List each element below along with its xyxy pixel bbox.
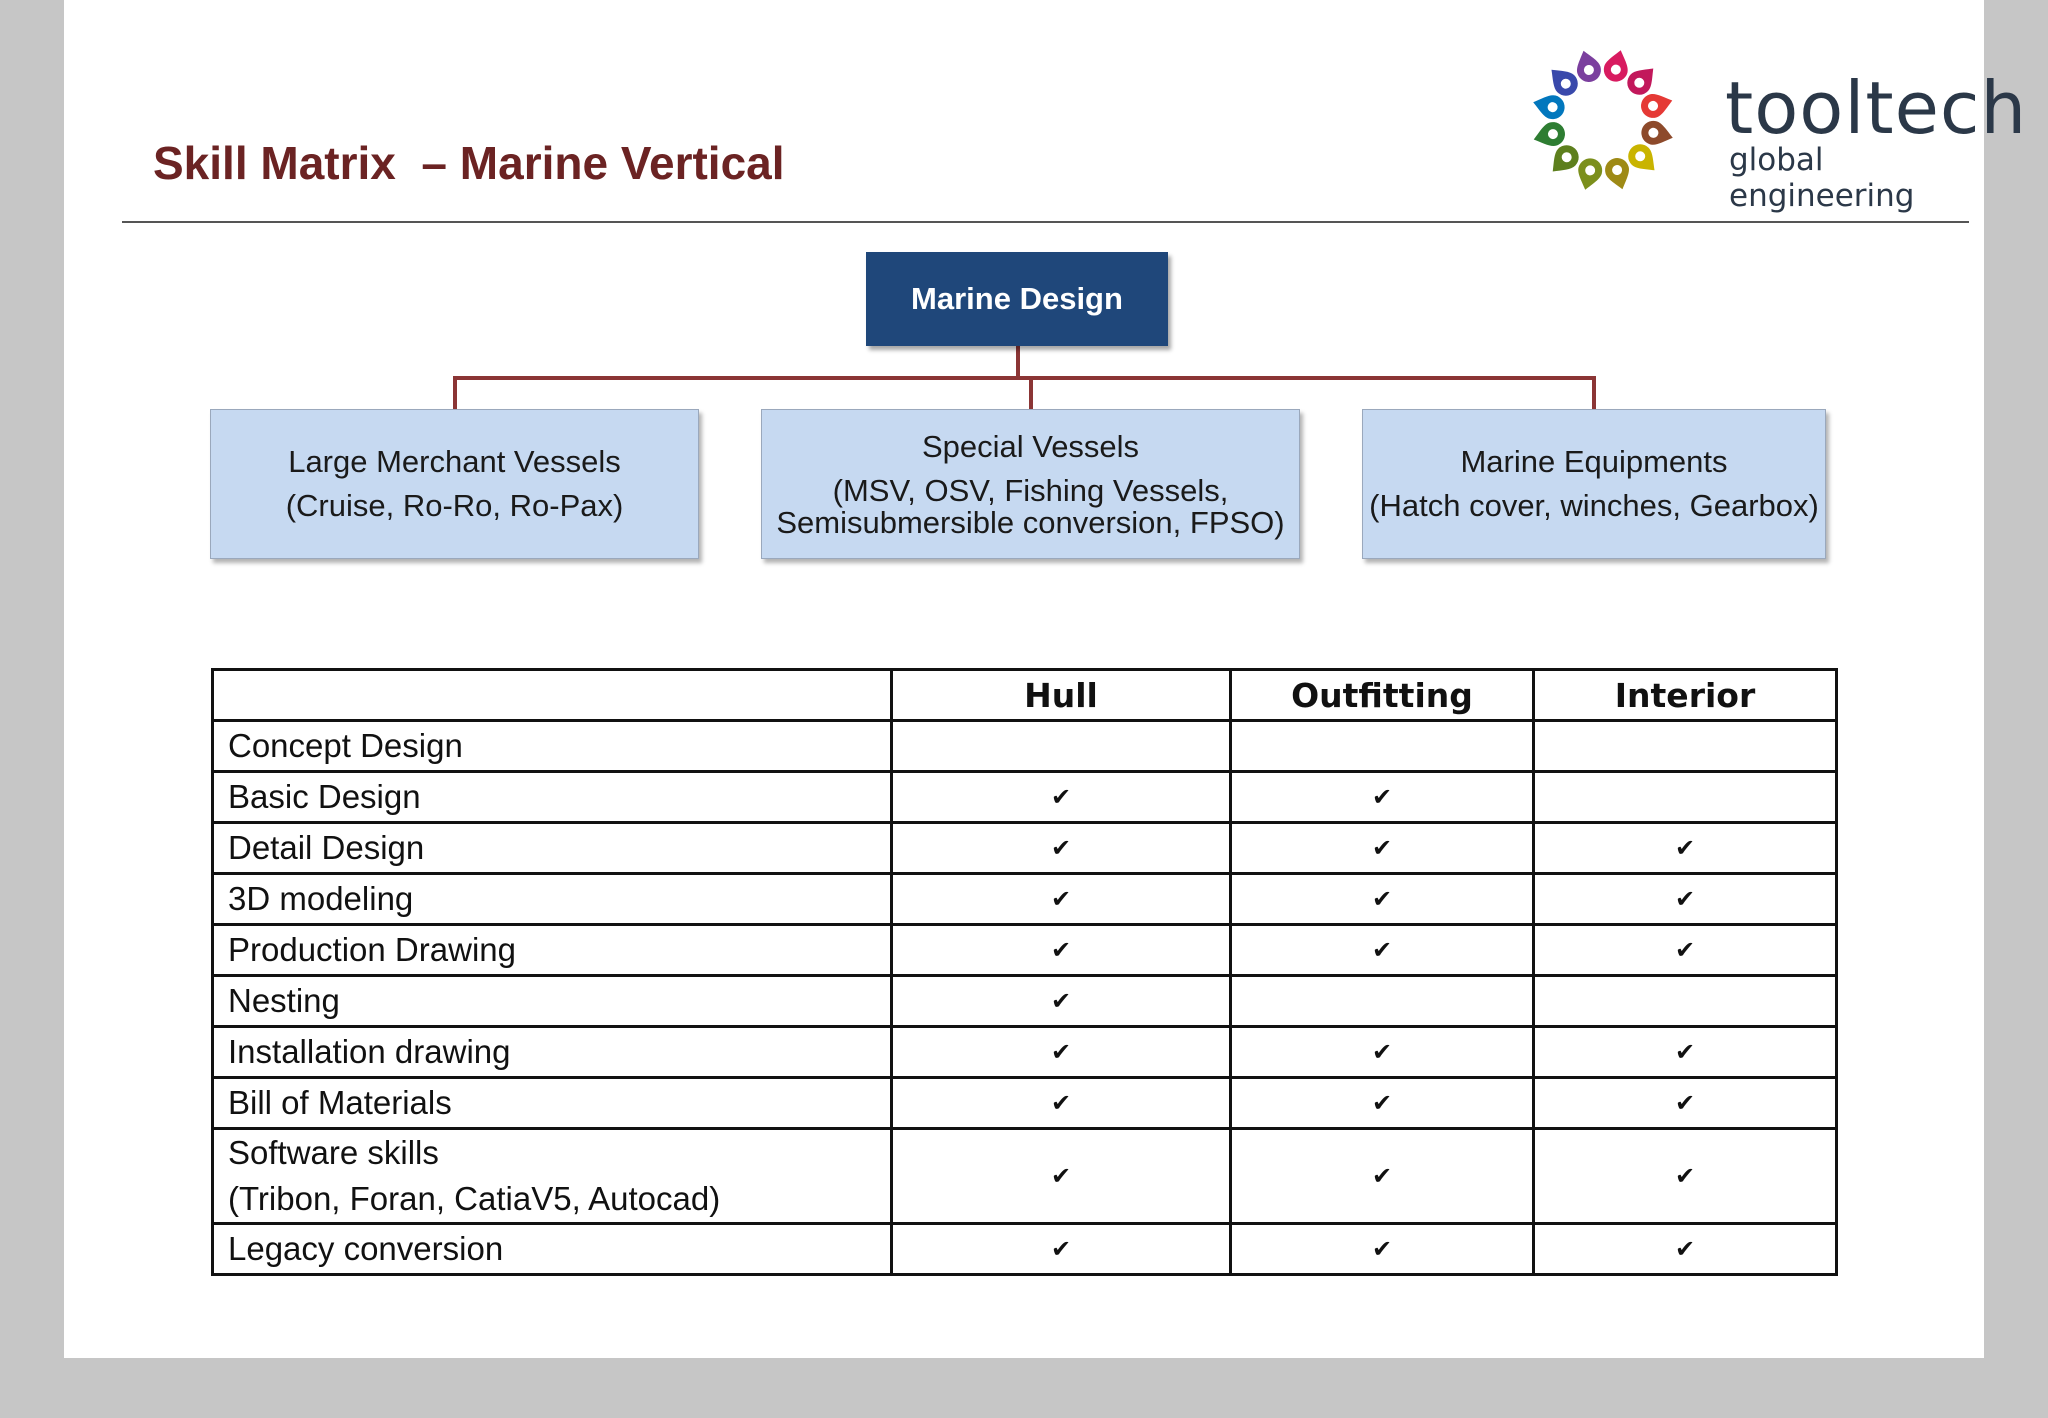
table-row xyxy=(213,925,1837,976)
page-title: Skill Matrix – Marine Vertical xyxy=(153,137,785,189)
check-icon: ✔ xyxy=(892,874,1231,925)
check-icon: ✔ xyxy=(1231,1129,1534,1224)
header-empty xyxy=(213,670,892,721)
check-icon: ✔ xyxy=(1534,823,1837,874)
org-node-detail: (Hatch cover, winches, Gearbox) xyxy=(1369,488,1819,523)
org-node-detail: (Cruise, Ro-Ro, Ro-Pax) xyxy=(285,488,624,523)
check-icon: ✔ xyxy=(1231,1224,1534,1275)
org-node-name: Large Merchant Vessels xyxy=(288,444,621,479)
check-icon: ✔ xyxy=(1231,874,1534,925)
check-icon: ✔ xyxy=(1231,772,1534,823)
row-label xyxy=(213,1129,892,1224)
table-row xyxy=(213,721,1837,772)
org-node-name: Marine Equipments xyxy=(1460,444,1728,479)
table-row xyxy=(213,1078,1837,1129)
check-icon: ✔ xyxy=(892,823,1231,874)
table-row xyxy=(213,772,1837,823)
table-row xyxy=(213,1224,1837,1275)
check-icon xyxy=(1231,721,1534,772)
header-outfitting: Outfitting xyxy=(1231,670,1534,721)
row-label: Bill of Materials xyxy=(213,1078,892,1129)
table-row xyxy=(213,1027,1837,1078)
check-icon: ✔ xyxy=(1231,1027,1534,1078)
row-label: Nesting xyxy=(213,976,892,1027)
logo-name: tooltech xyxy=(1725,66,2028,150)
table-header-row xyxy=(213,670,1837,721)
org-node-name: Special Vessels xyxy=(921,429,1140,464)
check-icon: ✔ xyxy=(1534,1027,1837,1078)
check-icon: ✔ xyxy=(892,772,1231,823)
row-label: Legacy conversion xyxy=(213,1224,892,1275)
check-icon: ✔ xyxy=(892,1027,1231,1078)
check-icon xyxy=(1534,721,1837,772)
check-icon xyxy=(1534,772,1837,823)
org-node-large-merchant-vessels xyxy=(210,409,699,559)
row-label: Production Drawing xyxy=(213,925,892,976)
check-icon: ✔ xyxy=(1534,1224,1837,1275)
skill-matrix-table xyxy=(211,668,1838,1276)
check-icon: ✔ xyxy=(1534,925,1837,976)
row-label: Detail Design xyxy=(213,823,892,874)
row-label: 3D modeling xyxy=(213,874,892,925)
header-interior: Interior xyxy=(1534,670,1837,721)
row-label-line2: (Tribon, Foran, CatiaV5, Autocad) xyxy=(228,1180,721,1217)
check-icon xyxy=(1231,976,1534,1027)
org-node-detail: (MSV, OSV, Fishing Vessels, xyxy=(832,473,1229,508)
check-icon: ✔ xyxy=(1231,823,1534,874)
table-row xyxy=(213,823,1837,874)
row-label: Concept Design xyxy=(213,721,892,772)
check-icon: ✔ xyxy=(1534,1129,1837,1224)
org-node-marine-equipments xyxy=(1362,409,1826,559)
check-icon: ✔ xyxy=(892,1224,1231,1275)
row-label: Basic Design xyxy=(213,772,892,823)
check-icon: ✔ xyxy=(1231,925,1534,976)
check-icon: ✔ xyxy=(1534,1078,1837,1129)
check-icon: ✔ xyxy=(892,976,1231,1027)
header-hull: Hull xyxy=(892,670,1231,721)
check-icon: ✔ xyxy=(892,1078,1231,1129)
table-row xyxy=(213,874,1837,925)
table-row xyxy=(213,976,1837,1027)
check-icon: ✔ xyxy=(1534,874,1837,925)
check-icon: ✔ xyxy=(1231,1078,1534,1129)
org-node-special-vessels xyxy=(761,409,1300,559)
row-label: Installation drawing xyxy=(213,1027,892,1078)
org-root-marine-design: Marine Design xyxy=(866,252,1168,346)
check-icon: ✔ xyxy=(892,1129,1231,1224)
check-icon xyxy=(892,721,1231,772)
org-node-detail-line2: Semisubmersible conversion, FPSO) xyxy=(776,505,1285,540)
logo-tagline: global engineering xyxy=(1729,142,1915,214)
check-icon: ✔ xyxy=(892,925,1231,976)
table-row xyxy=(213,1129,1837,1224)
row-label-line1: Software skills xyxy=(228,1134,439,1171)
check-icon xyxy=(1534,976,1837,1027)
